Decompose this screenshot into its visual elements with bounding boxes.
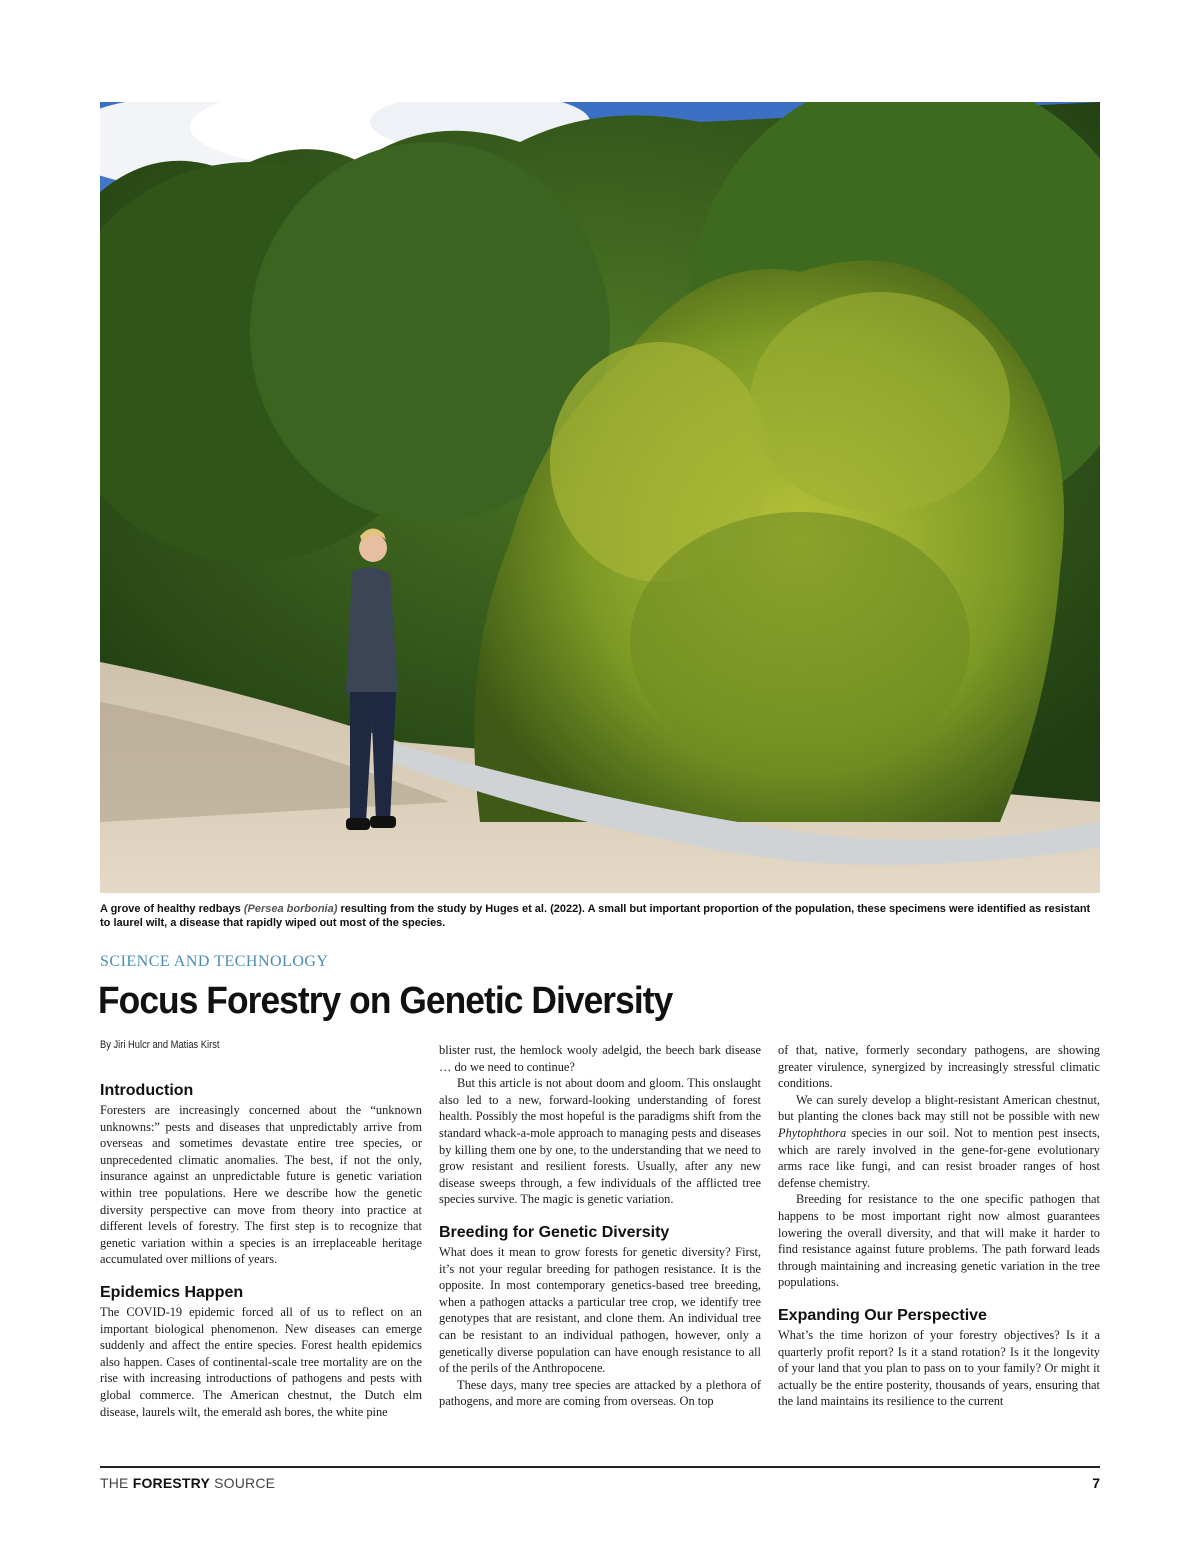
footer-the: THE: [100, 1475, 133, 1491]
column-2: [439, 1042, 761, 1410]
caption-latin-name: (Persea borbonia): [243, 903, 338, 915]
publication-name: [100, 1475, 275, 1491]
paragraph-epidemics: The COVID-19 epidemic forced all of us to reflect on an important biological phenomenon. New diseases can emerge suddenly and affect the entire species. Forest health epidemics also happen. Cases of continental-scale tree mortality are on the rise with increasing introductions of pathogens and pests with global commerce. The American chestnut, the Dutch elm disease, laurels wilt, the emerald ash bores, the white pine: [100, 1304, 422, 1419]
byline: By Jiri Hulcr and Matias Kirst: [100, 1039, 220, 1051]
column-3: [778, 1042, 1100, 1410]
paragraph-expanding: What’s the time horizon of your forestry objectives? Is it a quarterly profit report? Is it a stand rotation? Is it the longevity of your land that you plan to pass on to your family? Or might it actually be the entire posterity, thousands of years, ensuring that the land maintains its resilience to the current: [778, 1327, 1100, 1409]
article-title: Focus Forestry on Genetic Diversity: [98, 980, 673, 1022]
footer-forestry: FORESTRY: [132, 1475, 211, 1491]
paragraph-these-days: These days, many tree species are attacked by a plethora of pathogens, and more are coming from overseas. On top: [439, 1377, 761, 1409]
footer-source: SOURCE: [210, 1475, 276, 1491]
phytophthora-italic: Phytophthora: [778, 1125, 847, 1140]
paragraph-chestnut: [778, 1092, 1100, 1192]
paragraph-introduction: Foresters are increasingly concerned about the “unknown unknowns:” pests and diseases that unpredictably arrive from overseas and sometimes devastate entire tree species, or unprecedented climatic anomalies. The best, if not the only, insurance against an unpredictable future is genetic variation within tree populations. Here we describe how the genetic diversity perspective can move from theory into practice at different levels of forestry. The first step is to recognize that genetic variation within a species is an irreplaceable heritage accumulated over millions of years.: [100, 1103, 422, 1267]
footer-rule: [100, 1466, 1100, 1468]
photo-caption: [100, 902, 1100, 930]
heading-epidemics: Epidemics Happen: [100, 1283, 244, 1301]
heading-introduction: Introduction: [100, 1082, 194, 1099]
heading-expanding: Expanding Our Perspective: [778, 1306, 987, 1324]
paragraph-breeding-resistance: Breeding for resistance to the one specific pathogen that happens to be most important right now almost guarantees lowering the overall diversity, and that will make it harder to find resistance against future problems. The path forward leads through maintaining and increasing genetic variation in the tree populations.: [778, 1192, 1100, 1290]
redbay-grove-photo: [100, 102, 1100, 893]
column-1: [100, 1082, 422, 1420]
caption-text-rest: resulting from the study by Huges et al. (2022). A small but important proportion of the population, these specimens were identified as resistant to laurel wilt, a disease that rapidly wiped out most of the species.: [100, 903, 1091, 929]
caption-text: A grove of healthy redbays: [100, 903, 244, 915]
section-label: SCIENCE AND TECHNOLOGY: [100, 953, 329, 970]
paragraph-continued: blister rust, the hemlock wooly adelgid, the beech bark disease … do we need to continue?: [439, 1043, 761, 1074]
paragraph-doom: But this article is not about doom and gloom. This onslaught also led to a new, forward-looking understanding of forest health. Possibly the most hopeful is the paradigms shift from the standard whack-a-mole approach to managing pests and diseases by killing them one by one, to the understanding that we need to grow resistant and resilient forests. Usually, after any new disease sweeps through, a few individuals of the afflicted tree species survive. The magic is genetic variation.: [439, 1076, 761, 1207]
paragraph-continued-3: of that, native, formerly secondary pathogens, are showing greater virulence, synergized by increasingly stressful climatic conditions.: [778, 1043, 1100, 1091]
heading-breeding: Breeding for Genetic Diversity: [439, 1223, 670, 1241]
photo-illustration: [100, 102, 1100, 893]
chestnut-text-a: We can surely develop a blight-resistant American chestnut, but planting the clones back may still not be possible with new: [778, 1092, 1100, 1124]
page-number: 7: [1092, 1475, 1100, 1491]
paragraph-breeding: What does it mean to grow forests for genetic diversity? First, it’s not your regular breeding for pathogen resistance. It is the opposite. In most contemporary genetics-based tree breeding, when a pathogen attacks a particular tree crop, we identify tree genotypes that are resistant, and clone them. An individual tree can be resistant to an individual pathogen, however, only a genetically diverse population can have enough resistance to all of the perils of the Anthropocene.: [439, 1244, 761, 1376]
chestnut-text-b: species in our soil. Not to mention pest insects, which are rarely involved in the gene-for-gene evolutionary arms race like fungi, and can resist broader ranges of host defense chemistry.: [778, 1125, 1100, 1190]
